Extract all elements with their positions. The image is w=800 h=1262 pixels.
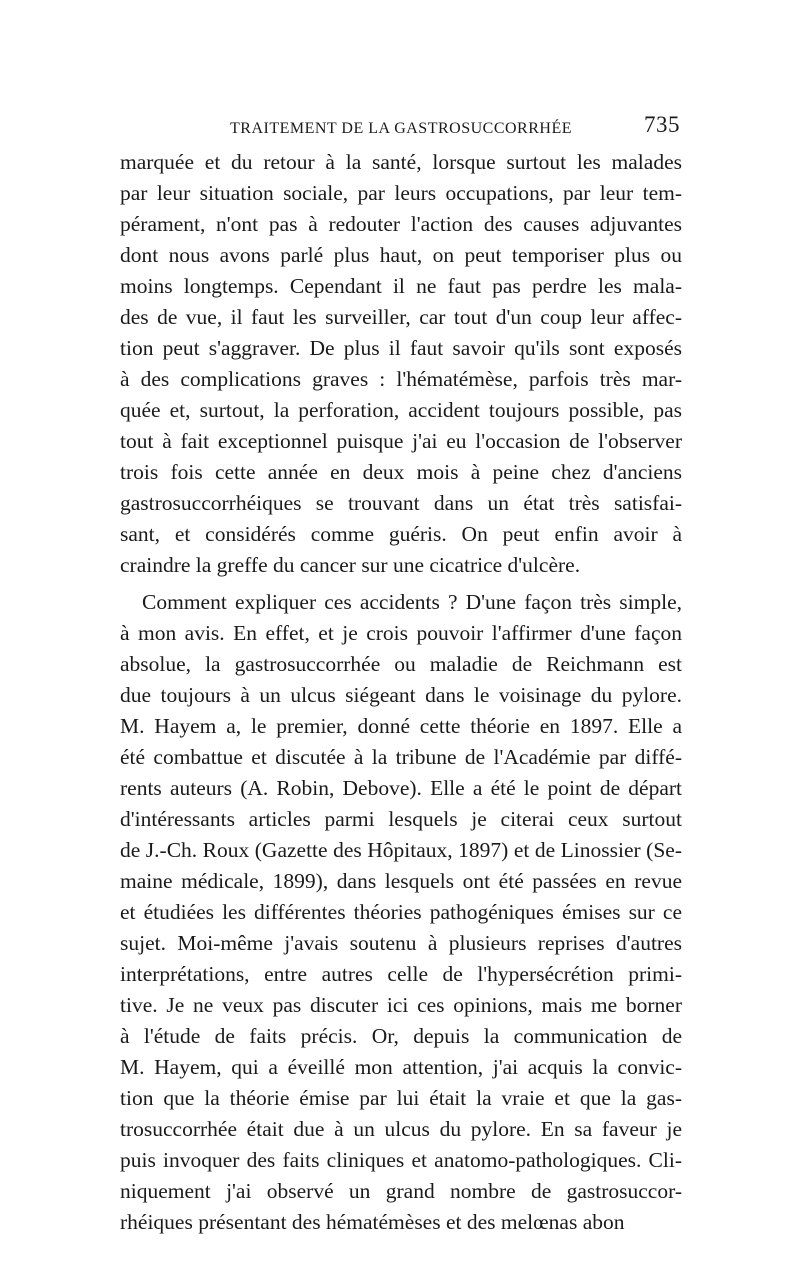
- paragraph: [120, 587, 682, 1238]
- text-line: trois fois cette année en deux mois à peine chez d'anciens: [120, 460, 682, 484]
- body-text: [120, 147, 682, 1238]
- text-line: Comment expliquer ces accidents ? D'une façon très simple,: [142, 590, 682, 614]
- text-line: pérament, n'ont pas à redouter l'action des causes adjuvantes: [120, 212, 682, 236]
- text-line: à l'étude de faits précis. Or, depuis la communication de: [120, 1024, 682, 1048]
- running-title: TRAITEMENT DE LA GASTROSUCCORRHÉE: [230, 120, 572, 137]
- text-line: M. Hayem, qui a éveillé mon attention, j'ai acquis la convic-: [120, 1055, 682, 1079]
- text-line: rhéiques présentant des hématémèses et des melœnas abon: [120, 1210, 625, 1234]
- running-header: [120, 108, 682, 148]
- text-line: dont nous avons parlé plus haut, on peut temporiser plus ou: [120, 243, 682, 267]
- text-line: des de vue, il faut les surveiller, car tout d'un coup leur affec-: [120, 305, 682, 329]
- text-line: niquement j'ai observé un grand nombre de gastrosuccor-: [120, 1179, 682, 1203]
- text-line: tion que la théorie émise par lui était la vraie et que la gas-: [120, 1086, 682, 1110]
- text-line: par leur situation sociale, par leurs occupations, par leur tem-: [120, 181, 682, 205]
- text-line: tout à fait exceptionnel puisque j'ai eu l'occasion de l'observer: [120, 429, 682, 453]
- text-line: moins longtemps. Cependant il ne faut pas perdre les mala-: [120, 274, 682, 298]
- text-line: sujet. Moi-même j'avais soutenu à plusieurs reprises d'autres: [120, 931, 682, 955]
- text-line: puis invoquer des faits cliniques et anatomo-pathologiques. Cli-: [120, 1148, 682, 1172]
- text-line: tion peut s'aggraver. De plus il faut savoir qu'ils sont exposés: [120, 336, 682, 360]
- text-line: et étudiées les différentes théories pathogéniques émises sur ce: [120, 900, 682, 924]
- text-line: maine médicale, 1899), dans lesquels ont été passées en revue: [120, 869, 682, 893]
- text-line: absolue, la gastrosuccorrhée ou maladie de Reichmann est: [120, 652, 682, 676]
- text-line: rents auteurs (A. Robin, Debove). Elle a été le point de départ: [120, 776, 682, 800]
- paragraph: [120, 147, 682, 581]
- text-line: M. Hayem a, le premier, donné cette théorie en 1897. Elle a: [120, 714, 682, 738]
- text-line: à des complications graves : l'hématémèse, parfois très mar-: [120, 367, 682, 391]
- text-line: sant, et considérés comme guéris. On peut enfin avoir à: [120, 522, 682, 546]
- text-line: tive. Je ne veux pas discuter ici ces opinions, mais me borner: [120, 993, 682, 1017]
- text-line: gastrosuccorrhéiques se trouvant dans un état très satisfai-: [120, 491, 682, 515]
- text-line: marquée et du retour à la santé, lorsque surtout les malades: [120, 150, 682, 174]
- text-line: quée et, surtout, la perforation, accident toujours possible, pas: [120, 398, 682, 422]
- page-number: 735: [644, 112, 680, 137]
- text-line: d'intéressants articles parmi lesquels je citerai ceux surtout: [120, 807, 682, 831]
- text-line: à mon avis. En effet, et je crois pouvoir l'affirmer d'une façon: [120, 621, 682, 645]
- text-line: trosuccorrhée était due à un ulcus du pylore. En sa faveur je: [120, 1117, 682, 1141]
- text-line: interprétations, entre autres celle de l'hypersécrétion primi-: [120, 962, 682, 986]
- text-line: de J.-Ch. Roux (Gazette des Hôpitaux, 1897) et de Linossier (Se-: [120, 838, 682, 862]
- text-line: été combattue et discutée à la tribune de l'Académie par diffé-: [120, 745, 682, 769]
- text-line: craindre la greffe du cancer sur une cicatrice d'ulcère.: [120, 553, 581, 577]
- text-line: due toujours à un ulcus siégeant dans le voisinage du pylore.: [120, 683, 682, 707]
